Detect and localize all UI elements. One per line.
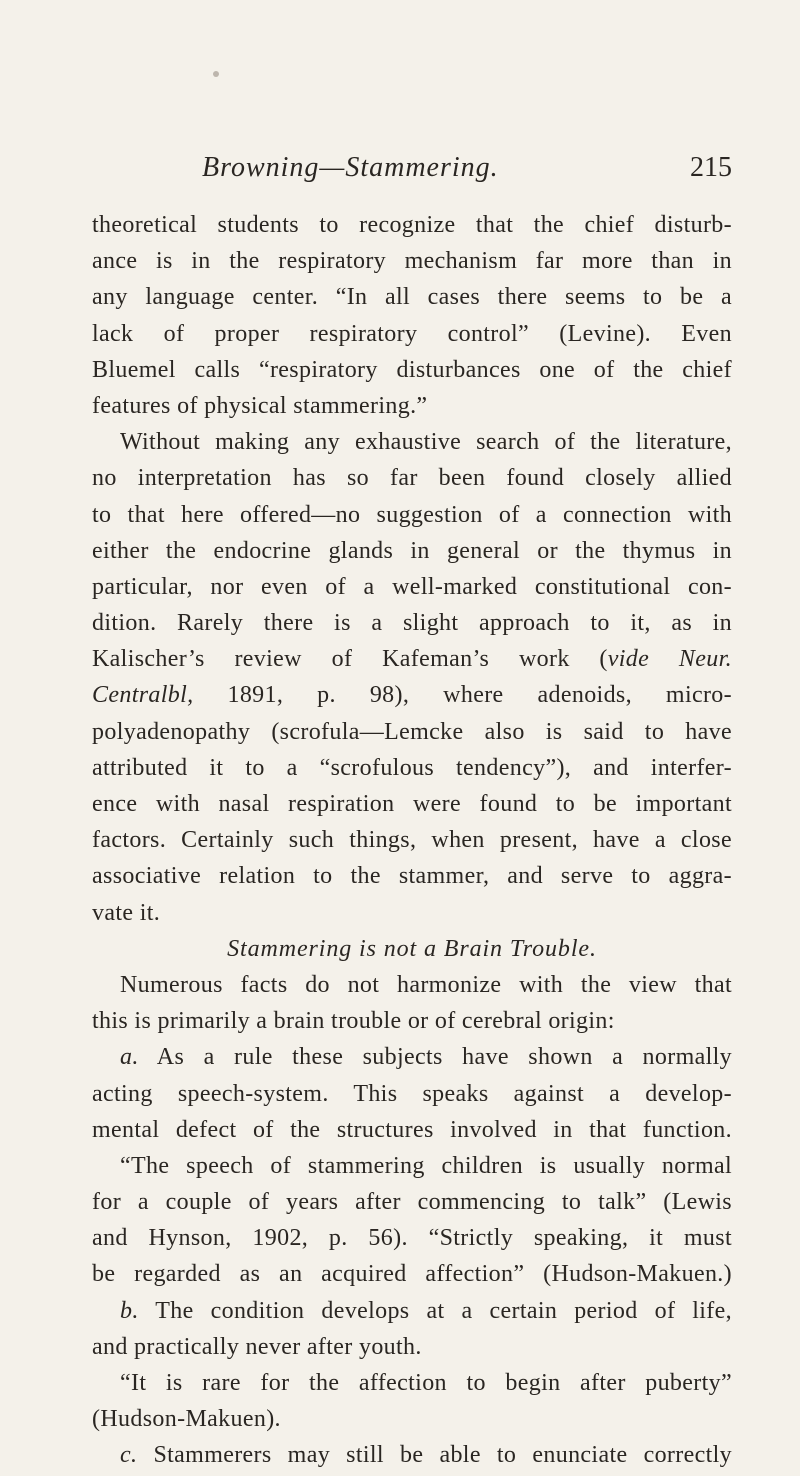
text-run: The condition develops at a certain period of life,	[138, 1297, 732, 1324]
text-line: attributed it to a “scrofulous tendency”), and interfer-	[92, 754, 732, 781]
ink-speck	[213, 71, 219, 77]
text-line: this is primarily a brain trouble or of cerebral origin:	[92, 1008, 615, 1035]
quote-line: (Hudson-Makuen).	[92, 1406, 281, 1433]
text-run: Stammerers may still be able to enunciate correctly	[137, 1442, 732, 1469]
text-line: vate it.	[92, 899, 161, 926]
text-line	[92, 641, 732, 677]
text-run: As a rule these subjects have shown a normally	[138, 1044, 732, 1071]
text-line: to that here offered—no suggestion of a connection with	[92, 501, 732, 528]
text-line	[92, 677, 732, 713]
list-item-c	[92, 1437, 732, 1473]
page-header	[92, 152, 732, 192]
text-line: no interpretation has so far been found closely allied	[92, 465, 732, 492]
list-item-b	[92, 1293, 732, 1329]
body-text	[92, 207, 732, 1474]
citation-italic: vide Neur.	[607, 646, 733, 673]
list-marker: c.	[120, 1442, 138, 1469]
text-run: 1891, p. 98), where adenoids, micro-	[193, 682, 732, 709]
list-marker: a.	[120, 1044, 139, 1071]
text-line: Numerous facts do not harmonize with the view that	[120, 971, 732, 998]
text-line: polyadenopathy (scrofula—Lemcke also is said to have	[92, 718, 732, 745]
text-line: any language center. “In all cases there seems to be a	[92, 284, 732, 311]
text-line: factors. Certainly such things, when present, have a close	[92, 827, 732, 854]
text-line: features of physical stammering.”	[92, 392, 428, 419]
text-line: Bluemel calls “respiratory disturbances one of the chief	[92, 356, 732, 383]
text-line: ance is in the respiratory mechanism far more than in	[92, 248, 732, 275]
section-heading: Stammering is not a Brain Trouble.	[227, 935, 597, 962]
running-head: Browning—Stammering.	[202, 152, 499, 183]
quote-line: and Hynson, 1902, p. 56). “Strictly speaking, it must	[92, 1225, 732, 1252]
page-number: 215	[690, 152, 732, 183]
list-item-a	[92, 1039, 732, 1075]
list-marker: b.	[120, 1297, 139, 1324]
text-line: dition. Rarely there is a slight approach to it, as in	[92, 610, 732, 637]
text-line: either the endocrine glands in general or the thymus in	[92, 537, 732, 564]
citation-italic: Centralbl,	[92, 682, 194, 709]
quote-line: “It is rare for the affection to begin after puberty”	[120, 1370, 732, 1396]
text-line: Without making any exhaustive search of the literature,	[120, 429, 732, 456]
text-line: acting speech-system. This speaks against a develop-	[92, 1080, 732, 1107]
text-line: associative relation to the stammer, and serve to aggra-	[92, 863, 732, 890]
text-line: mental defect of the structures involved in that function.	[92, 1116, 732, 1143]
quote-line: be regarded as an acquired affection” (Hudson-Makuen.)	[92, 1261, 732, 1288]
quote-line: for a couple of years after commencing to talk” (Lewis	[92, 1189, 732, 1216]
text-line: theoretical students to recognize that the chief disturb-	[92, 212, 732, 238]
text-run: Kalischer’s review of Kafeman’s work (	[92, 646, 608, 673]
text-line: ence with nasal respiration were found to be important	[92, 791, 732, 817]
text-line: lack of proper respiratory control” (Levine). Even	[92, 320, 732, 347]
quote-line: “The speech of stammering children is usually normal	[120, 1152, 732, 1179]
text-line: particular, nor even of a well-marked constitutional con-	[92, 573, 732, 600]
text-line: and practically never after youth.	[92, 1333, 422, 1360]
